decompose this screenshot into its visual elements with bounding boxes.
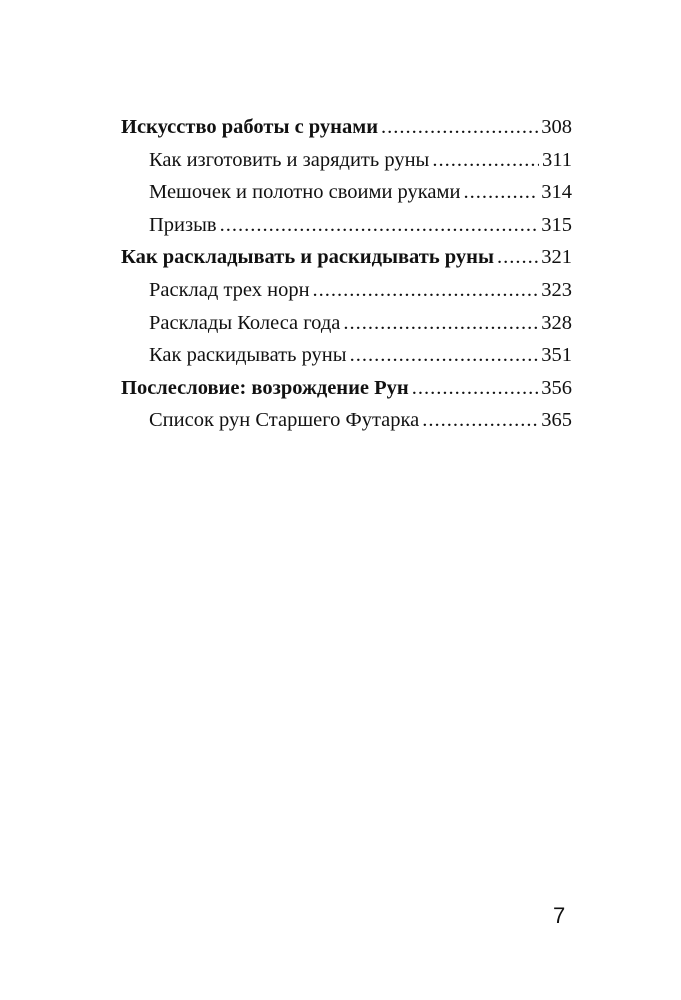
- dot-leader: [412, 377, 539, 400]
- toc-entry-page: 328: [541, 311, 572, 334]
- dot-leader: [313, 279, 539, 302]
- toc-entry-page: 308: [541, 116, 572, 138]
- toc-entry: [121, 149, 572, 182]
- toc-entry-page: 311: [542, 148, 572, 171]
- dot-leader: [422, 409, 538, 432]
- toc-entry-title: Расклады Колеса года: [149, 311, 341, 334]
- table-of-contents: [121, 116, 572, 442]
- dot-leader: [432, 149, 539, 172]
- toc-entry: [121, 377, 572, 410]
- toc-entry-title: Список рун Старшего Футарка: [149, 409, 420, 432]
- dot-leader: [350, 344, 539, 367]
- page-number: 7: [553, 903, 566, 928]
- dot-leader: [381, 116, 538, 139]
- toc-entry-title: Расклад трех норн: [149, 278, 310, 301]
- toc-entry-title: Мешочек и полотно своими руками: [149, 181, 461, 204]
- toc-entry-title: Как раскидывать руны: [149, 344, 347, 367]
- toc-entry: [121, 409, 572, 442]
- toc-entry-page: 351: [541, 344, 572, 367]
- toc-entry: [121, 344, 572, 377]
- toc-entry: [121, 116, 572, 149]
- toc-entry: [121, 312, 572, 345]
- toc-entry-title: Как раскладывать и раскидывать руны: [121, 246, 495, 269]
- toc-entry-page: 356: [541, 376, 572, 399]
- toc-entry-page: 321: [541, 246, 572, 269]
- toc-entry-title: Как изготовить и зарядить руны: [149, 148, 430, 171]
- dot-leader: [220, 214, 539, 237]
- toc-entry-page: 314: [541, 181, 572, 204]
- toc-entry: [121, 214, 572, 247]
- toc-entry-page: 323: [541, 278, 572, 301]
- toc-entry-title: Призыв: [149, 213, 217, 236]
- toc-entry: [121, 279, 572, 312]
- toc-entry-page: 315: [541, 213, 572, 236]
- toc-entry-page: 365: [541, 409, 572, 432]
- dot-leader: [497, 246, 538, 269]
- toc-entry: [121, 246, 572, 279]
- dot-leader: [343, 312, 538, 335]
- dot-leader: [463, 181, 538, 204]
- toc-entry-title: Послесловие: возрождение Рун: [121, 376, 409, 399]
- toc-entry-title: Искусство работы с рунами: [121, 116, 379, 138]
- toc-entry: [121, 181, 572, 214]
